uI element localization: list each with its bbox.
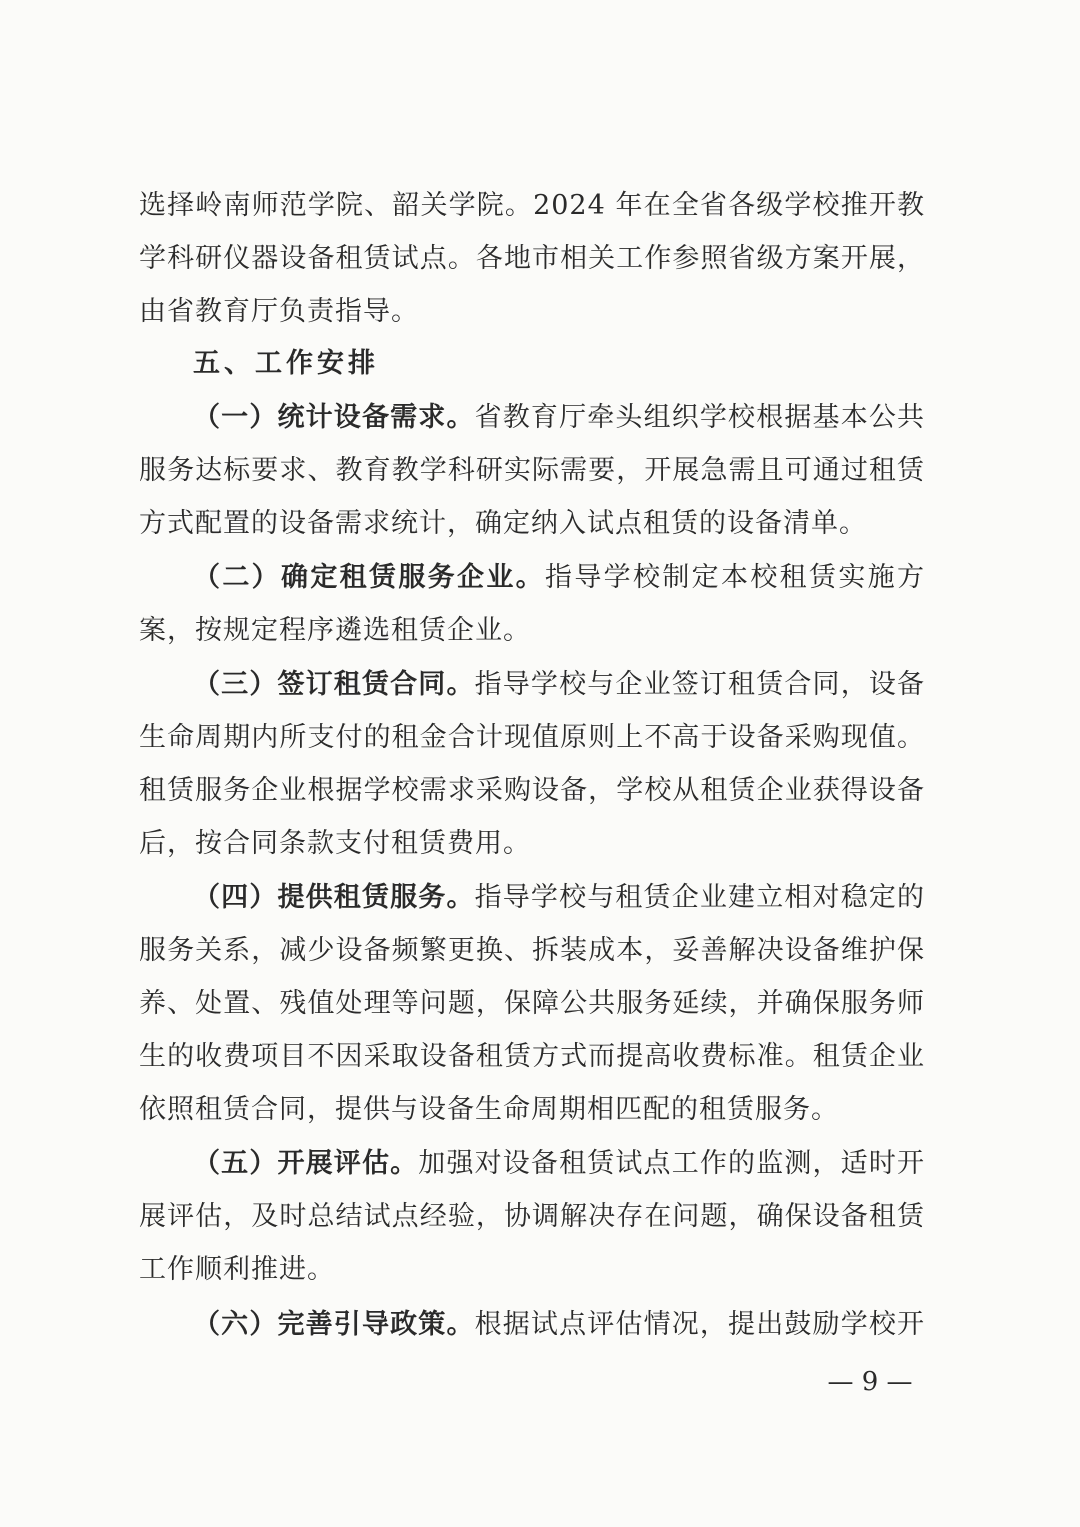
- intro-line-1: 选择岭南师范学院、韶关学院。2024 年在全省各级学校推开教: [139, 190, 925, 221]
- item-5-lead: （五）开展评估。: [193, 1148, 419, 1179]
- item-4-line-4: 生的收费项目不因采取设备租赁方式而提高收费标准。租赁企业: [139, 1041, 925, 1072]
- item-1-first-line: [193, 398, 925, 438]
- item-2-first-rest: 指导学校制定本校租赁实施方: [545, 562, 925, 593]
- item-1-lead: （一）统计设备需求。: [193, 402, 475, 433]
- item-3-line-2: 生命周期内所支付的租金合计现值原则上不高于设备采购现值。: [139, 722, 925, 753]
- item-4-first-rest: 指导学校与租赁企业建立相对稳定的: [474, 882, 926, 913]
- item-6-first-rest: 根据试点评估情况，提出鼓励学校开: [474, 1309, 926, 1340]
- item-2-line-2: 案，按规定程序遴选租赁企业。: [139, 615, 531, 646]
- item-2-lead: （二）确定租赁服务企业。: [193, 562, 545, 593]
- item-3-lead: （三）签订租赁合同。: [193, 669, 475, 700]
- section-heading: 五、工作安排: [193, 348, 379, 379]
- item-5-line-2: 展评估，及时总结试点经验，协调解决存在问题，确保设备租赁: [139, 1201, 925, 1232]
- item-2-first-line: [193, 558, 925, 598]
- item-4-line-5: 依照租赁合同，提供与设备生命周期相匹配的租赁服务。: [139, 1094, 839, 1125]
- item-1-line-2: 服务达标要求、教育教学科研实际需要，开展急需且可通过租赁: [139, 455, 925, 486]
- item-4-first-line: [193, 878, 925, 918]
- item-5-first-line: [193, 1144, 925, 1184]
- item-4-lead: （四）提供租赁服务。: [193, 882, 475, 913]
- item-4-line-2: 服务关系，减少设备频繁更换、拆装成本，妥善解决设备维护保: [139, 935, 925, 966]
- item-5-line-3: 工作顺利推进。: [139, 1254, 335, 1285]
- item-3-line-3: 租赁服务企业根据学校需求采购设备，学校从租赁企业获得设备: [139, 775, 925, 806]
- intro-line-3: 由省教育厅负责指导。: [139, 296, 419, 327]
- page-number: — 9 —: [827, 1367, 913, 1397]
- item-6-lead: （六）完善引导政策。: [193, 1309, 475, 1340]
- intro-line-2: 学科研仪器设备租赁试点。各地市相关工作参照省级方案开展，: [139, 243, 925, 274]
- item-6-first-line: [193, 1305, 925, 1345]
- item-1-line-3: 方式配置的设备需求统计，确定纳入试点租赁的设备清单。: [139, 508, 867, 539]
- item-3-first-line: [193, 665, 925, 705]
- item-1-first-rest: 省教育厅牵头组织学校根据基本公共: [474, 402, 926, 433]
- item-5-first-rest: 加强对设备租赁试点工作的监测，适时开: [418, 1148, 926, 1179]
- item-3-line-4: 后，按合同条款支付租赁费用。: [139, 828, 531, 859]
- item-3-first-rest: 指导学校与企业签订租赁合同，设备: [474, 669, 926, 700]
- item-4-line-3: 养、处置、残值处理等问题，保障公共服务延续，并确保服务师: [139, 988, 925, 1019]
